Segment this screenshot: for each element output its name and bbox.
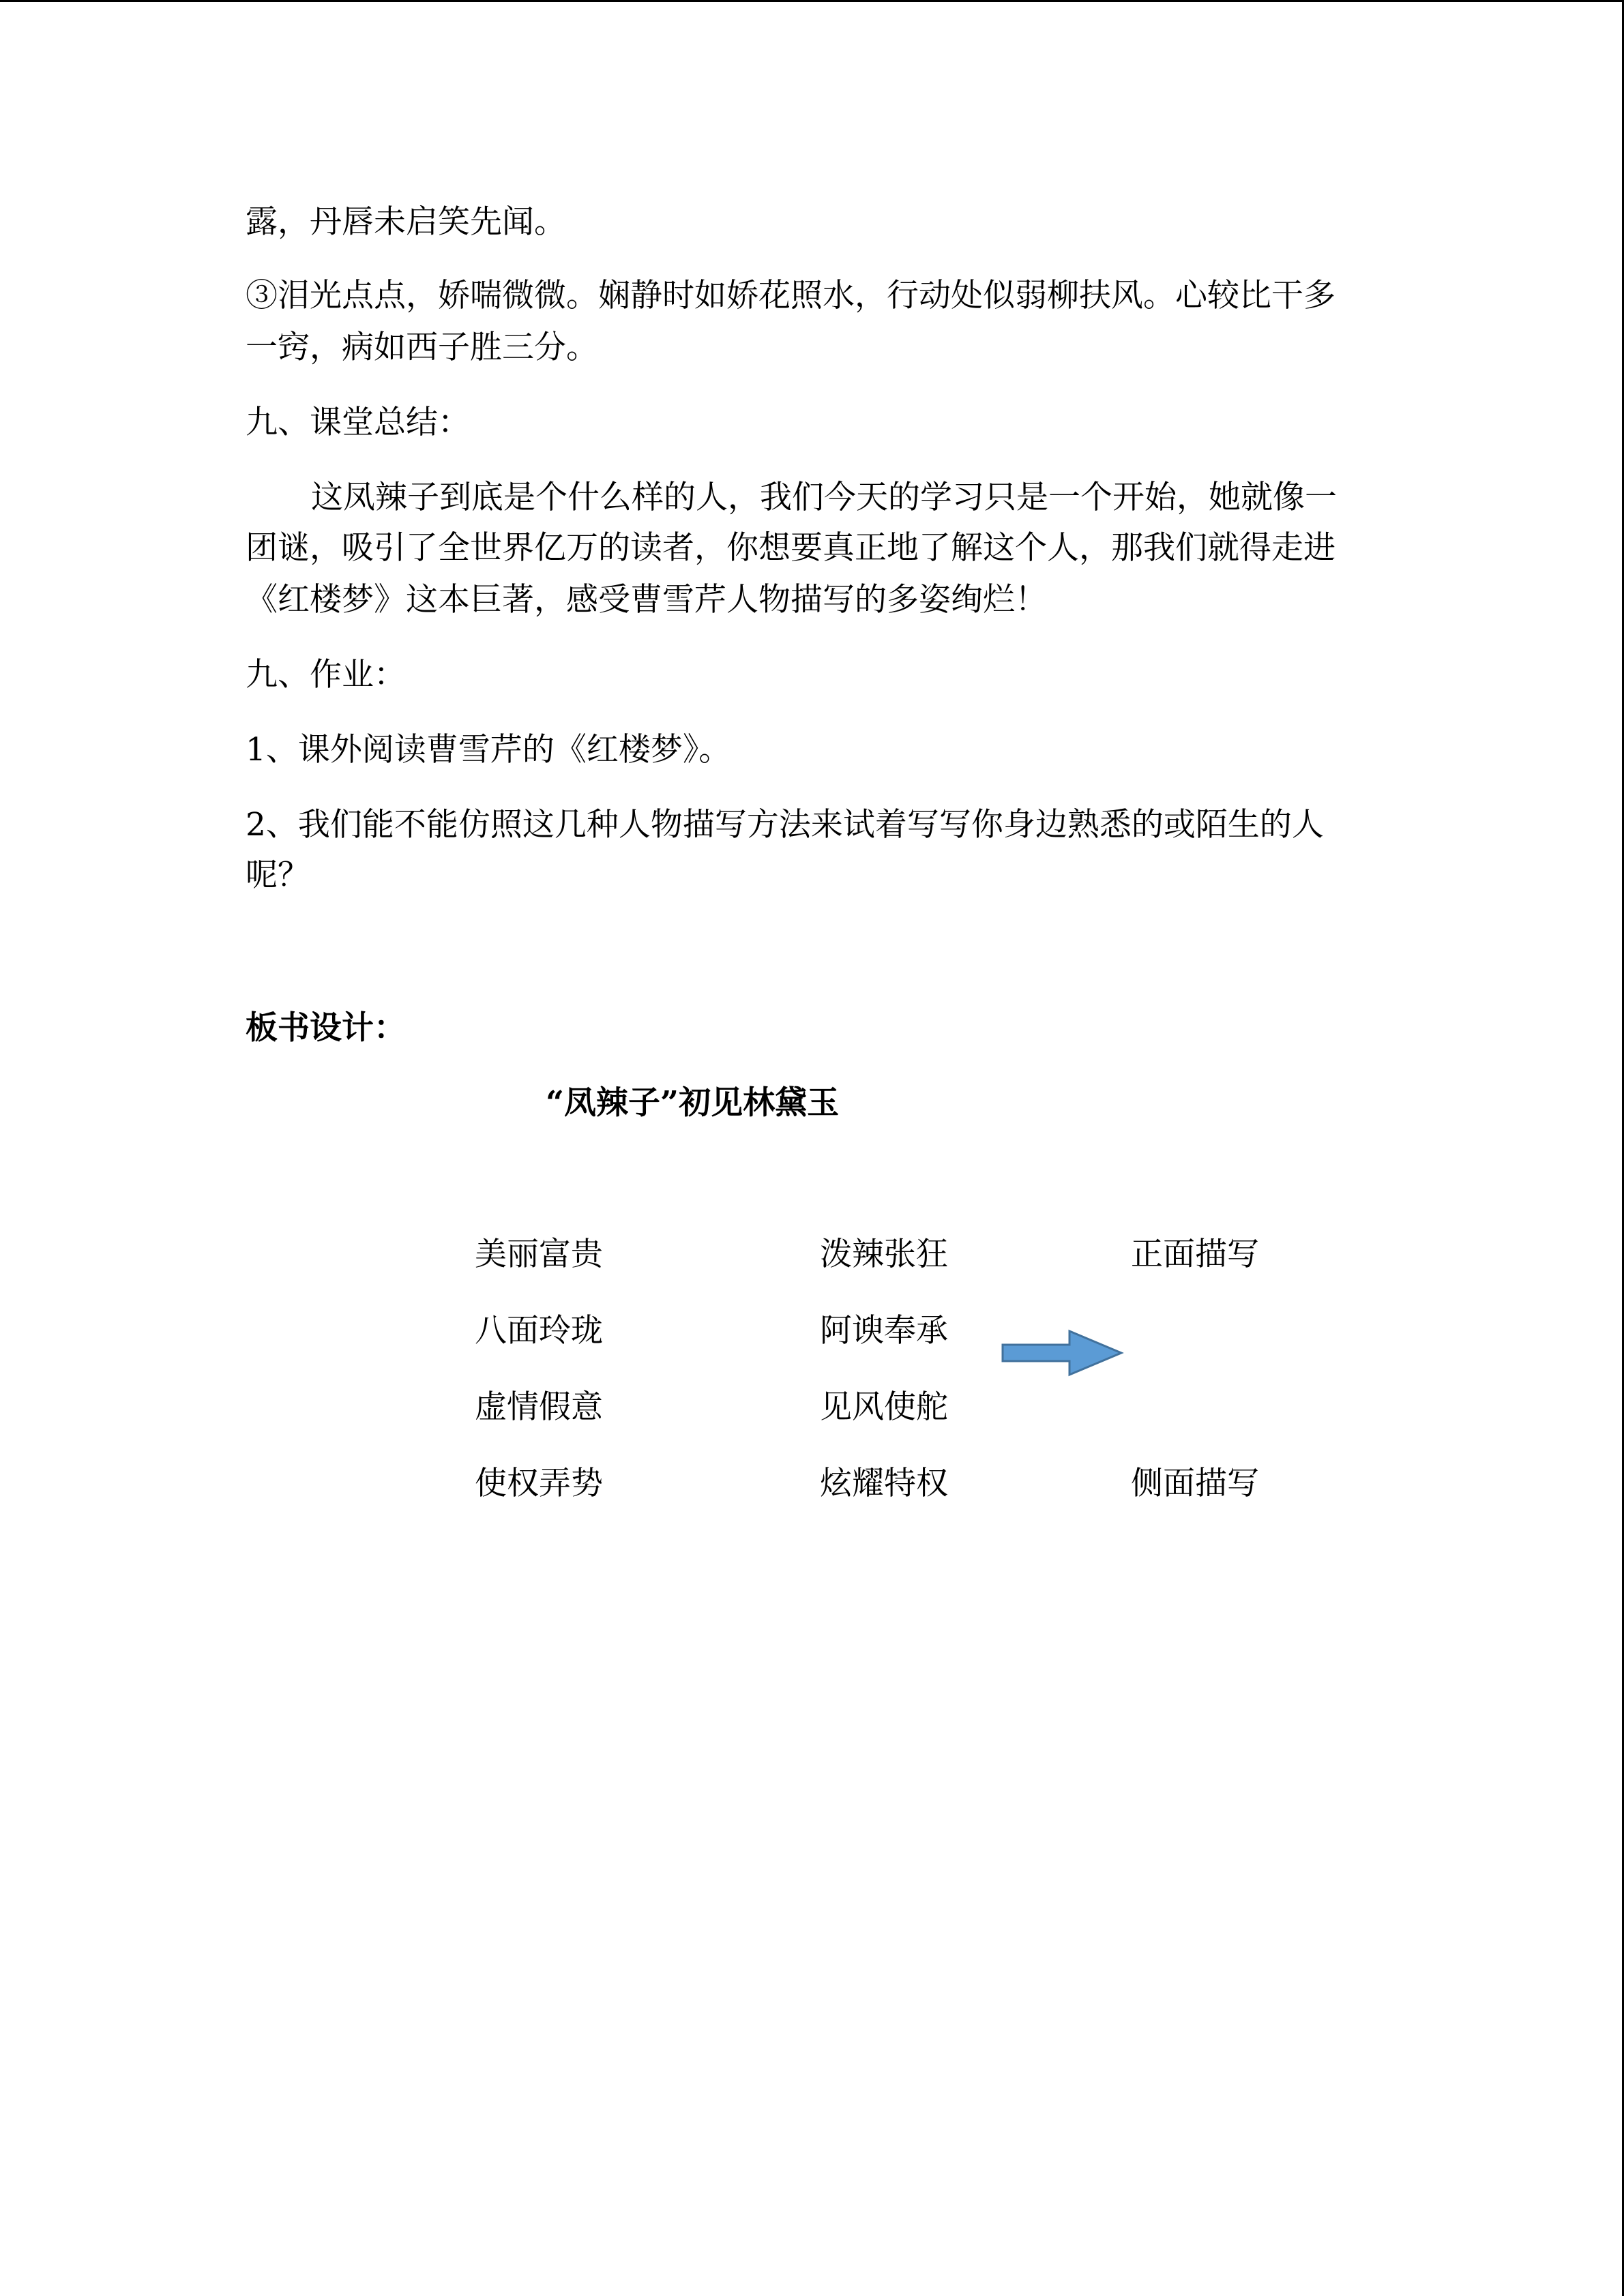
- text-line: 1、课外阅读曹雪芹的《红楼梦》。: [246, 731, 731, 769]
- board-label-direct: 正面描写: [1131, 1236, 1259, 1273]
- section-heading: 九、作业：: [246, 656, 406, 694]
- text-line: 这凤辣子到底是个什么样的人，我们今天的学习只是一个开始，她就像一: [311, 479, 1337, 516]
- board-item: 炫耀特权: [820, 1465, 948, 1502]
- right-arrow-icon: [1001, 1328, 1124, 1377]
- text-line: 《红楼梦》这本巨著，感受曹雪芹人物描写的多姿绚烂！: [246, 581, 1047, 618]
- board-item: 八面玲珑: [475, 1312, 603, 1350]
- text-line: 露，丹唇未启笑先闻。: [246, 203, 566, 241]
- board-item: 阿谀奉承: [820, 1312, 948, 1350]
- board-title: “凤辣子”初见林黛玉: [546, 1084, 840, 1122]
- board-item: 使权弄势: [475, 1465, 603, 1502]
- text-line: ③泪光点点，娇喘微微。娴静时如娇花照水，行动处似弱柳扶风。心较比干多: [246, 277, 1335, 314]
- board-label-indirect: 侧面描写: [1131, 1465, 1259, 1502]
- page-top-border: [0, 0, 1624, 2]
- text-line: 一窍，病如西子胜三分。: [246, 329, 598, 366]
- board-item: 见风使舵: [820, 1388, 948, 1426]
- text-line: 呢？: [246, 856, 310, 894]
- board-item: 美丽富贵: [475, 1236, 603, 1273]
- board-heading: 板书设计：: [246, 1009, 406, 1047]
- board-item: 虚情假意: [475, 1388, 603, 1426]
- board-item: 泼辣张狂: [820, 1236, 948, 1273]
- section-heading: 九、课堂总结：: [246, 404, 470, 441]
- text-line: 2、我们能不能仿照这几种人物描写方法来试着写写你身边熟悉的或陌生的人: [246, 806, 1324, 844]
- text-line: 团谜，吸引了全世界亿万的读者，你想要真正地了解这个人，那我们就得走进: [246, 529, 1335, 567]
